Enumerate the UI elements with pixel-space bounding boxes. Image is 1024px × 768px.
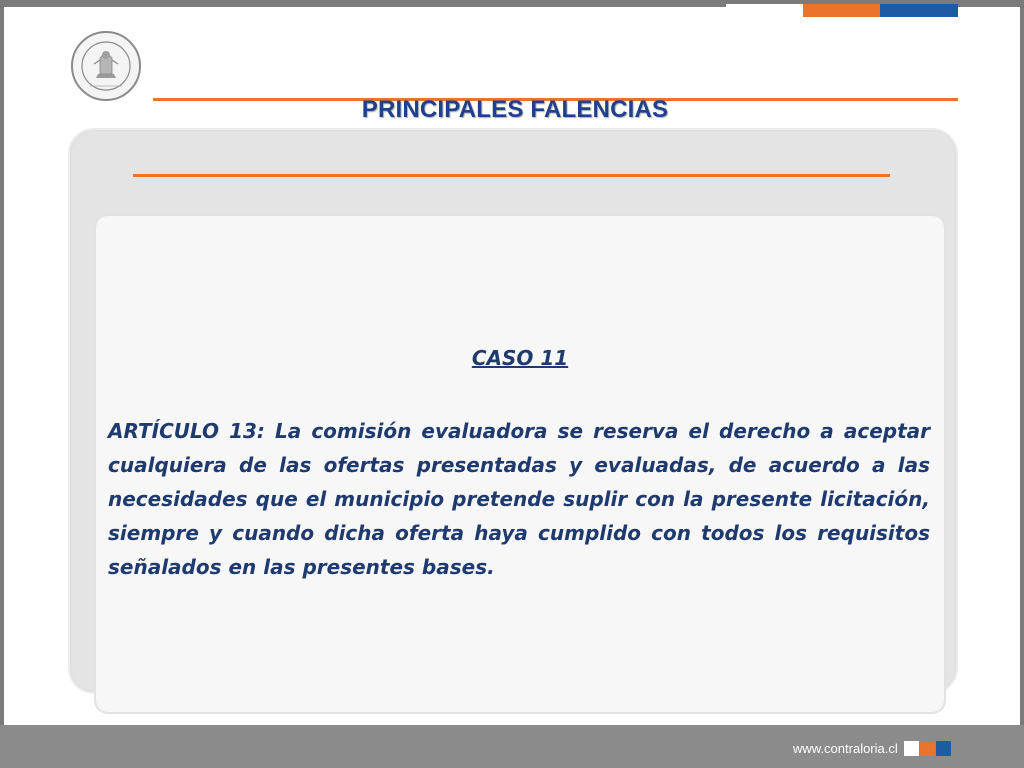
panel-divider	[133, 174, 890, 177]
footer-url-link[interactable]: www.contraloria.cl	[793, 741, 898, 756]
page-title: PRINCIPALES FALENCIAS	[361, 96, 669, 123]
institutional-seal-icon	[70, 30, 142, 102]
case-body-text: ARTÍCULO 13: La comisión evaluadora se reserva el derecho a aceptar cualquiera de las ofertas presentadas y evaluadas, de acuerdo a las necesidades que el municipio pretende suplir con la presente licitación, siempre y cuando dicha oferta haya cumplido con todos los requisitos señalados en las presentes bases.	[108, 419, 930, 579]
top-accent-orange	[803, 4, 880, 17]
top-accent-blue	[880, 4, 958, 17]
footer-square-blue	[936, 741, 951, 756]
footer-square-orange	[920, 741, 935, 756]
top-accent-white	[726, 4, 803, 8]
footer-square-white	[904, 741, 919, 756]
case-title: CASO 11	[471, 346, 569, 370]
